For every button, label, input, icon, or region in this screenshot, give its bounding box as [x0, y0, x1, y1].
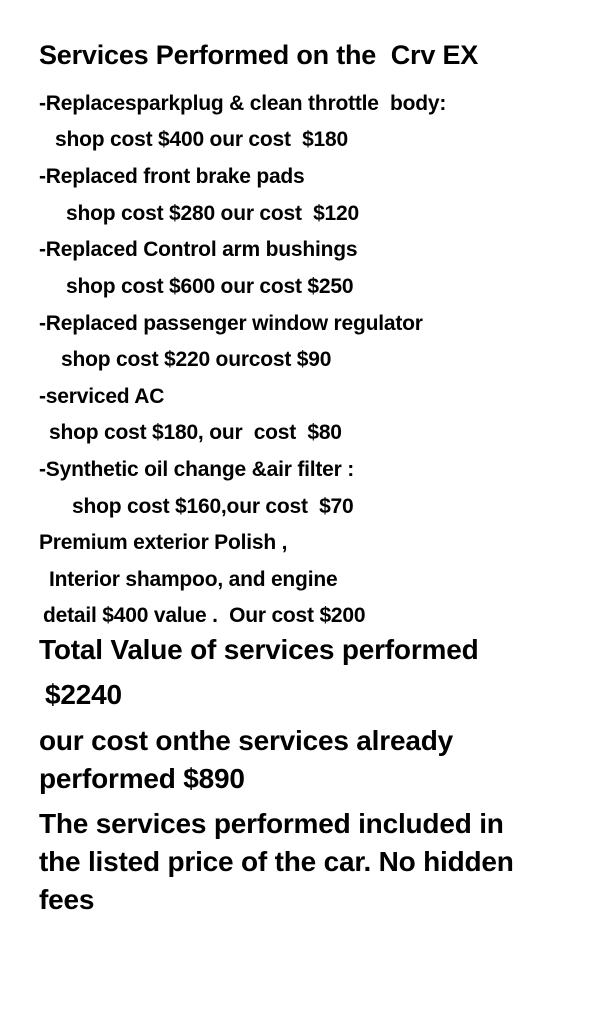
service-name: -Replaced passenger window regulator — [39, 312, 423, 335]
service-cost: shop cost $600 our cost $250 — [66, 275, 354, 298]
detail-line: detail $400 value . Our cost $200 — [43, 604, 366, 627]
note-line: The services performed included in — [39, 808, 504, 839]
our-cost-line: our cost onthe services already — [39, 725, 453, 756]
service-cost: shop cost $180, our cost $80 — [49, 421, 342, 444]
total-value-label: Total Value of services performed — [39, 634, 479, 665]
note-line: fees — [39, 884, 95, 915]
total-value-amount: $2240 — [45, 679, 122, 710]
our-cost-line: performed $890 — [39, 763, 245, 794]
note-line: the listed price of the car. No hidden — [39, 846, 514, 877]
document-title: Services Performed on the Crv EX — [39, 40, 479, 70]
service-name: -Replaced front brake pads — [39, 165, 305, 188]
detail-line: Premium exterior Polish , — [39, 531, 288, 554]
detail-line: Interior shampoo, and engine — [49, 568, 338, 591]
service-cost: shop cost $160,our cost $70 — [72, 495, 354, 518]
service-name: -serviced AC — [39, 385, 165, 408]
service-name: -Replacesparkplug & clean throttle body: — [39, 92, 447, 115]
service-cost: shop cost $400 our cost $180 — [55, 128, 348, 151]
service-name: -Replaced Control arm bushings — [39, 238, 358, 261]
service-name: -Synthetic oil change &air filter : — [39, 458, 355, 481]
service-cost: shop cost $280 our cost $120 — [66, 202, 359, 225]
service-cost: shop cost $220 ourcost $90 — [61, 348, 332, 371]
